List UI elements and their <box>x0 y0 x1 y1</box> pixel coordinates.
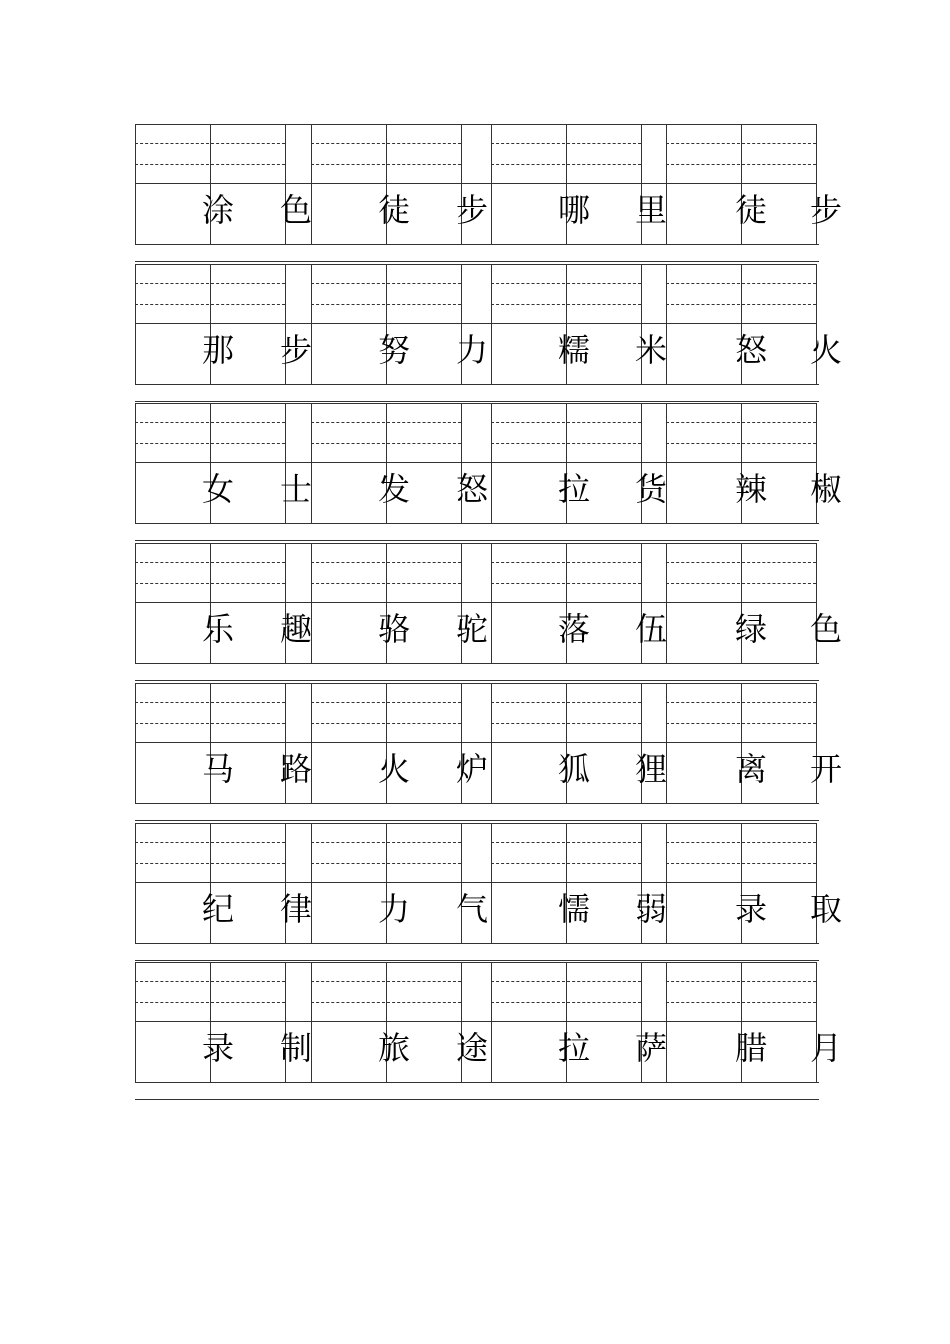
hanzi-character: 录 <box>201 1029 234 1068</box>
grid-line <box>641 124 666 125</box>
pinyin-guide-line <box>135 443 285 444</box>
pinyin-guide-line <box>311 583 461 584</box>
hanzi-character: 货 <box>634 470 667 509</box>
grid-line <box>461 882 491 883</box>
pinyin-guide-line <box>666 1002 816 1003</box>
hanzi-character: 律 <box>279 889 312 928</box>
hanzi-character: 狐 <box>557 749 590 788</box>
grid-line <box>285 742 311 743</box>
hanzi-character: 涂 <box>201 191 234 229</box>
pinyin-guide-line <box>311 702 461 703</box>
hanzi-character: 懦 <box>557 889 590 928</box>
pinyin-guide-line <box>311 304 461 305</box>
grid-line <box>135 540 819 541</box>
hanzi-character: 旅 <box>377 1029 410 1068</box>
grid-line <box>285 403 311 404</box>
grid-line <box>461 602 491 603</box>
grid-line <box>285 264 311 265</box>
pinyin-guide-line <box>491 164 641 165</box>
pinyin-guide-line <box>491 863 641 864</box>
grid-line <box>641 462 666 463</box>
hanzi-character: 趣 <box>279 610 312 649</box>
pinyin-guide-line <box>491 304 641 305</box>
hanzi-character: 火 <box>377 749 410 788</box>
pinyin-guide-line <box>491 283 641 284</box>
hanzi-character: 徒 <box>734 191 767 229</box>
grid-line <box>461 403 491 404</box>
hanzi-character: 色 <box>279 191 312 229</box>
hanzi-character: 怒 <box>734 330 767 369</box>
pinyin-guide-line <box>311 422 461 423</box>
hanzi-character: 取 <box>809 889 842 928</box>
pinyin-guide-line <box>311 283 461 284</box>
hanzi-character: 离 <box>734 749 767 788</box>
grid-line <box>461 683 491 684</box>
hanzi-character: 马 <box>201 749 234 788</box>
grid-line <box>135 943 819 944</box>
hanzi-character: 辣 <box>734 470 767 509</box>
hanzi-character: 录 <box>734 889 767 928</box>
hanzi-character: 制 <box>279 1029 312 1068</box>
hanzi-character: 狸 <box>634 749 667 788</box>
hanzi-character: 纪 <box>201 889 234 928</box>
grid-line <box>285 823 311 824</box>
grid-line <box>285 462 311 463</box>
pinyin-guide-line <box>135 562 285 563</box>
grid-line <box>461 462 491 463</box>
pinyin-guide-line <box>135 283 285 284</box>
pinyin-guide-line <box>135 143 285 144</box>
grid-line <box>285 962 311 963</box>
pinyin-guide-line <box>666 143 816 144</box>
grid-line <box>285 323 311 324</box>
pinyin-guide-line <box>666 702 816 703</box>
hanzi-character: 徒 <box>377 191 410 229</box>
hanzi-character: 士 <box>279 470 312 509</box>
grid-line <box>641 264 666 265</box>
pinyin-guide-line <box>135 422 285 423</box>
grid-line <box>461 742 491 743</box>
pinyin-guide-line <box>666 422 816 423</box>
pinyin-guide-line <box>135 723 285 724</box>
pinyin-guide-line <box>666 562 816 563</box>
grid-line <box>135 1099 819 1100</box>
pinyin-guide-line <box>666 863 816 864</box>
pinyin-guide-line <box>135 1002 285 1003</box>
pinyin-guide-line <box>666 583 816 584</box>
hanzi-character: 发 <box>377 470 410 509</box>
pinyin-guide-line <box>311 981 461 982</box>
hanzi-character: 力 <box>455 330 488 369</box>
grid-line <box>641 403 666 404</box>
grid-line <box>285 124 311 125</box>
pinyin-guide-line <box>491 981 641 982</box>
hanzi-character: 女 <box>201 470 234 509</box>
grid-line <box>135 401 819 402</box>
grid-line <box>641 183 666 184</box>
grid-line <box>135 523 819 524</box>
grid-line <box>461 962 491 963</box>
grid-line <box>285 882 311 883</box>
pinyin-guide-line <box>135 304 285 305</box>
grid-line <box>461 823 491 824</box>
hanzi-character: 月 <box>809 1029 842 1068</box>
grid-line <box>135 663 819 664</box>
hanzi-character: 气 <box>455 889 488 928</box>
pinyin-guide-line <box>666 164 816 165</box>
grid-line <box>135 261 819 262</box>
pinyin-guide-line <box>491 702 641 703</box>
grid-line <box>641 742 666 743</box>
pinyin-guide-line <box>491 562 641 563</box>
pinyin-guide-line <box>135 981 285 982</box>
hanzi-character: 落 <box>557 610 590 649</box>
pinyin-guide-line <box>311 143 461 144</box>
grid-line <box>641 602 666 603</box>
pinyin-guide-line <box>311 1002 461 1003</box>
hanzi-character: 驼 <box>455 610 488 649</box>
hanzi-character: 步 <box>455 191 488 229</box>
hanzi-character: 怒 <box>455 470 488 509</box>
hanzi-character: 路 <box>279 749 312 788</box>
pinyin-guide-line <box>311 164 461 165</box>
grid-line <box>285 543 311 544</box>
hanzi-character: 米 <box>634 330 667 369</box>
grid-line <box>641 323 666 324</box>
hanzi-character: 拉 <box>557 1029 590 1068</box>
grid-line <box>641 882 666 883</box>
grid-line <box>641 962 666 963</box>
pinyin-guide-line <box>666 304 816 305</box>
grid-line <box>641 1021 666 1022</box>
hanzi-character: 拉 <box>557 470 590 509</box>
hanzi-character: 步 <box>809 191 842 229</box>
pinyin-guide-line <box>666 842 816 843</box>
pinyin-guide-line <box>666 723 816 724</box>
grid-line <box>135 803 819 804</box>
pinyin-guide-line <box>491 723 641 724</box>
grid-line <box>135 244 819 245</box>
grid-line <box>461 543 491 544</box>
hanzi-character: 炉 <box>455 749 488 788</box>
grid-line <box>285 602 311 603</box>
grid-line <box>641 823 666 824</box>
pinyin-guide-line <box>491 422 641 423</box>
grid-line <box>461 124 491 125</box>
pinyin-guide-line <box>491 443 641 444</box>
pinyin-guide-line <box>135 842 285 843</box>
hanzi-character: 色 <box>809 610 842 649</box>
hanzi-character: 骆 <box>377 610 410 649</box>
pinyin-guide-line <box>311 863 461 864</box>
hanzi-character: 弱 <box>634 889 667 928</box>
hanzi-character: 伍 <box>634 610 667 649</box>
pinyin-guide-line <box>135 863 285 864</box>
grid-line <box>285 183 311 184</box>
grid-line <box>135 1082 819 1083</box>
grid-line <box>461 264 491 265</box>
grid-line <box>285 1021 311 1022</box>
pinyin-guide-line <box>135 702 285 703</box>
grid-line <box>285 683 311 684</box>
hanzi-character: 椒 <box>809 470 842 509</box>
hanzi-character: 绿 <box>734 610 767 649</box>
pinyin-guide-line <box>666 981 816 982</box>
grid-line <box>135 680 819 681</box>
grid-line <box>641 683 666 684</box>
grid-line <box>461 1021 491 1022</box>
hanzi-character: 力 <box>377 889 410 928</box>
pinyin-guide-line <box>311 562 461 563</box>
pinyin-guide-line <box>311 443 461 444</box>
hanzi-character: 糯 <box>557 330 590 369</box>
hanzi-character: 火 <box>809 330 842 369</box>
pinyin-guide-line <box>311 723 461 724</box>
pinyin-guide-line <box>491 1002 641 1003</box>
pinyin-guide-line <box>135 583 285 584</box>
hanzi-character: 腊 <box>734 1029 767 1068</box>
hanzi-character: 那 <box>201 330 234 369</box>
hanzi-character: 途 <box>455 1029 488 1068</box>
pinyin-guide-line <box>666 443 816 444</box>
hanzi-character: 萨 <box>634 1029 667 1068</box>
hanzi-character: 步 <box>279 330 312 369</box>
grid-line <box>135 960 819 961</box>
grid-line <box>641 543 666 544</box>
grid-line <box>135 384 819 385</box>
hanzi-character: 哪 <box>557 191 590 229</box>
pinyin-guide-line <box>491 143 641 144</box>
grid-line <box>461 323 491 324</box>
pinyin-guide-line <box>491 583 641 584</box>
pinyin-guide-line <box>666 283 816 284</box>
hanzi-character: 努 <box>377 330 410 369</box>
hanzi-character: 开 <box>809 749 842 788</box>
hanzi-character: 乐 <box>201 610 234 649</box>
grid-line <box>461 183 491 184</box>
hanzi-character: 里 <box>634 191 667 229</box>
pinyin-guide-line <box>135 164 285 165</box>
grid-line <box>135 820 819 821</box>
pinyin-guide-line <box>491 842 641 843</box>
pinyin-guide-line <box>311 842 461 843</box>
